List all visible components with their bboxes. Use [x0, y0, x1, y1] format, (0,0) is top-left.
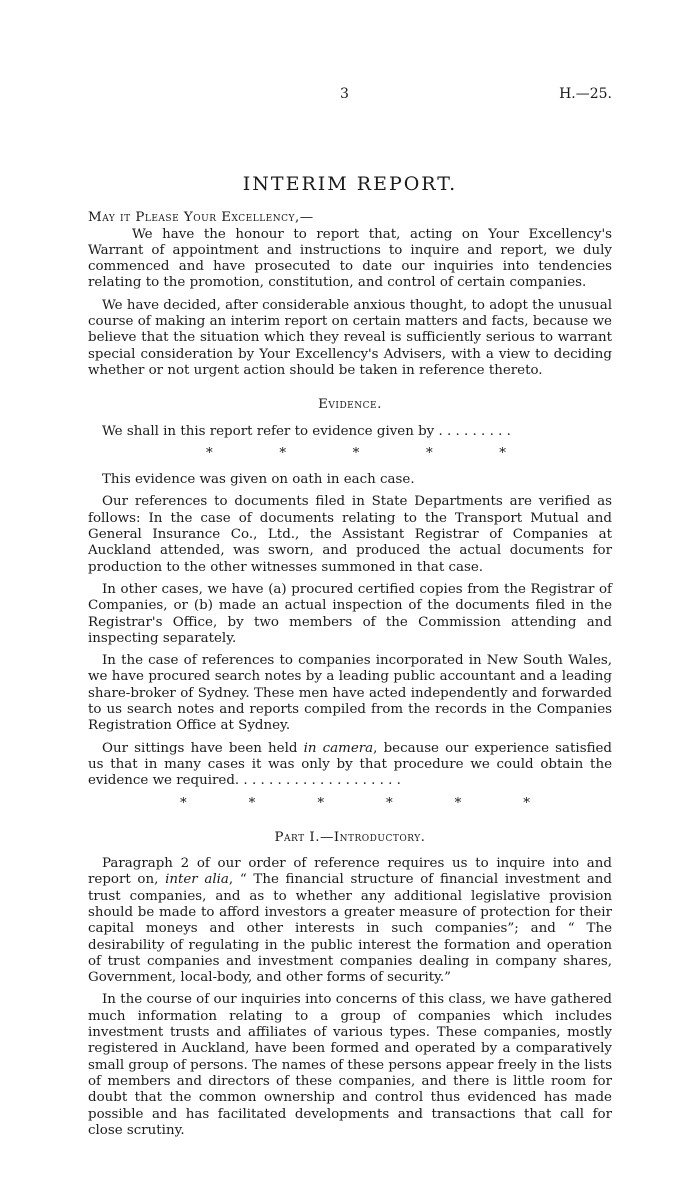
evidence-paragraph-3: In other cases, we have (a) procured certified copies from the Registrar of Companies, or (b) made an actual inspection of the documents filed in the Registrar's Office, by two members of the Commission attending and inspecting separately.	[88, 581, 612, 646]
inter-alia-italic: inter alia	[165, 872, 229, 888]
star: *	[180, 795, 187, 811]
salutation: May it Please Your Excellency,—	[88, 210, 314, 226]
star: *	[425, 445, 433, 461]
document-reference: H.—25.	[559, 86, 612, 102]
intro-paragraph-2: We have decided, after considerable anxious thought, to adopt the unusual course of making an interim report on certain matters and facts, because we believe that the situation which they reveal is sufficiently serious to warrant special consideration by Your Excellency's Advisers, with a view to deciding whether or not urgent action should be taken in reference thereto.	[88, 297, 612, 378]
camera-text-post: , because our experience satisfied us that in many cases it was only by that procedure we could obtain the evidence we required. . . . . . . . . . . . . . . . . . . .	[88, 740, 612, 789]
part1-heading: Part I.—Introductory.	[274, 829, 426, 845]
star: *	[454, 795, 462, 811]
evidence-heading: Evidence.	[318, 397, 382, 413]
page-number: 3	[340, 86, 349, 102]
intro-paragraph-1: We have the honour to report that, acting on Your Excellency's Warrant of appointment and instructions to inquire and report, we duly commenced and have prosecuted to date our inquiries into tendencies relating to the promotion, constitution, and control of certain companies.	[88, 226, 612, 291]
stars-separator-1	[206, 446, 506, 462]
star: *	[279, 445, 287, 461]
star: *	[523, 795, 530, 811]
page-header	[0, 86, 700, 106]
star: *	[206, 445, 213, 461]
evidence-paragraph-2: Our references to documents filed in State Departments are verified as follows: In the case of documents relating to the Transport Mutual and General Insurance Co., Ltd., the Assistant Registrar of Companies at Auckland attended, was sworn, and produced the actual documents for production to the other witnesses summoned in that case.	[88, 494, 612, 575]
star: *	[248, 795, 256, 811]
camera-text-pre: Our sittings have been held	[102, 740, 304, 756]
star: *	[499, 445, 506, 461]
star: *	[352, 445, 360, 461]
star: *	[317, 795, 325, 811]
evidence-lead: We shall in this report refer to evidence given by . . . . . . . . .	[102, 423, 511, 439]
part1-p1-pre: Paragraph 2 of our order of reference requires us to inquire into and report on,	[88, 856, 612, 888]
evidence-paragraph-camera	[88, 741, 612, 790]
report-title: INTERIM REPORT.	[242, 173, 458, 195]
evidence-paragraph-4: In the case of references to companies incorporated in New South Wales, we have procured search notes by a leading public accountant and a leading share-broker of Sydney. These men have acted independently and forwarded to us search notes and reports compiled from the records in the Companies Registration Office at Sydney.	[88, 653, 612, 734]
star: *	[385, 795, 393, 811]
part1-p1-post: , “ The financial structure of financial investment and trust companies, and as to whether any additional legislative provision should be made to afford investors a greater measure of protection for their capital moneys and other interests in such companies”; and “ The desirability of regulating in the public interest the formation and operation of trust companies and investment companies dealing in company shares, Government, local-body, and other forms of security.”	[88, 872, 613, 986]
evidence-paragraph-1: This evidence was given on oath in each case.	[102, 472, 415, 488]
camera-italic: in camera	[303, 740, 374, 756]
stars-separator-2	[180, 796, 530, 812]
part1-paragraph-2: In the course of our inquiries into concerns of this class, we have gathered much information relating to a group of companies which includes investment trusts and affiliates of various types. These companies, mostly registered in Auckland, have been formed and operated by a comparatively small group of persons. The names of these persons appear freely in the lists of members and directors of these companies, and there is little room for doubt that the common ownership and control thus evidenced has made possible and has facilitated developments and transactions that call for close scrutiny.	[88, 992, 612, 1138]
part1-paragraph-1	[88, 856, 612, 986]
report-body	[88, 173, 613, 1145]
